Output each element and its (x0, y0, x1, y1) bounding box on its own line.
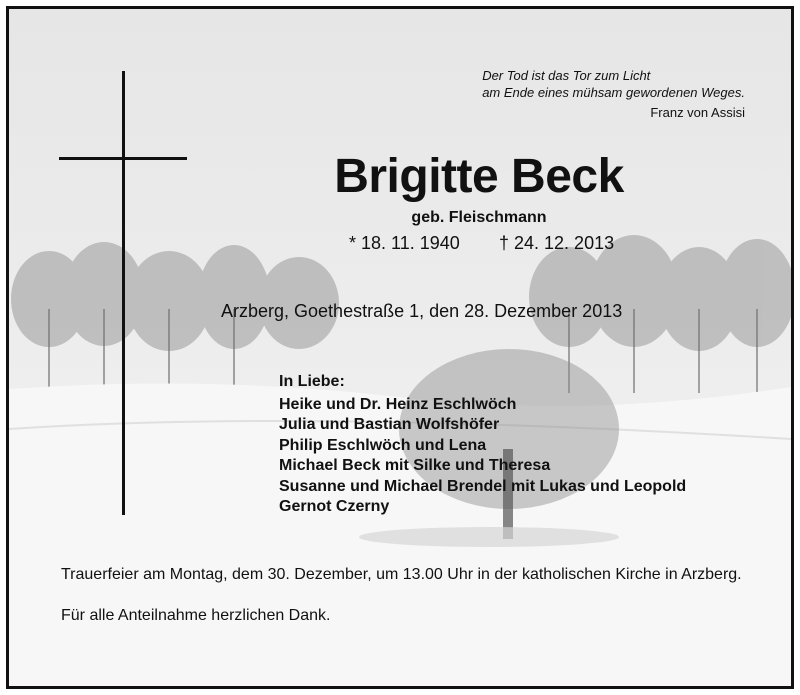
place-and-date: Arzberg, Goethestraße 1, den 28. Dezember 2013 (221, 301, 623, 321)
mourner-entry: Julia und Bastian Wolfshöfer (279, 416, 500, 434)
funeral-notice: Trauerfeier am Montag, dem 30. Dezember, um 13.00 Uhr in der katholischen Kirche in Arzberg. (61, 566, 742, 583)
mourner-entry: Susanne und Michael Brendel mit Lukas und Leopold (279, 477, 687, 495)
mourners-intro: In Liebe: (279, 373, 345, 390)
birth-name: geb. Fleischmann (411, 209, 547, 226)
birth-date: * 18. 11. 1940 (349, 233, 460, 253)
quote-line: Der Tod ist das Tor zum Licht (482, 68, 651, 83)
mourner-entry: Philip Eschlwöch und Lena (279, 436, 487, 454)
mourner-entry: Heike und Dr. Heinz Eschlwöch (279, 396, 517, 413)
obituary-notice (6, 6, 794, 689)
deceased-name: Brigitte Beck (334, 150, 624, 203)
thanks-note: Für alle Anteilnahme herzlichen Dank. (61, 607, 331, 624)
quote-line: am Ende eines mühsam gewordenen Weges. (482, 85, 745, 100)
cross-symbol (122, 71, 125, 515)
quote (482, 67, 745, 101)
death-date: † 24. 12. 2013 (499, 233, 615, 253)
mourner-entry: Gernot Czerny (279, 498, 390, 516)
quote-author: Franz von Assisi (650, 105, 745, 120)
mourners-list (279, 395, 686, 517)
cross-crossbar (59, 157, 187, 160)
mourner-entry: Michael Beck mit Silke und Theresa (279, 457, 551, 475)
